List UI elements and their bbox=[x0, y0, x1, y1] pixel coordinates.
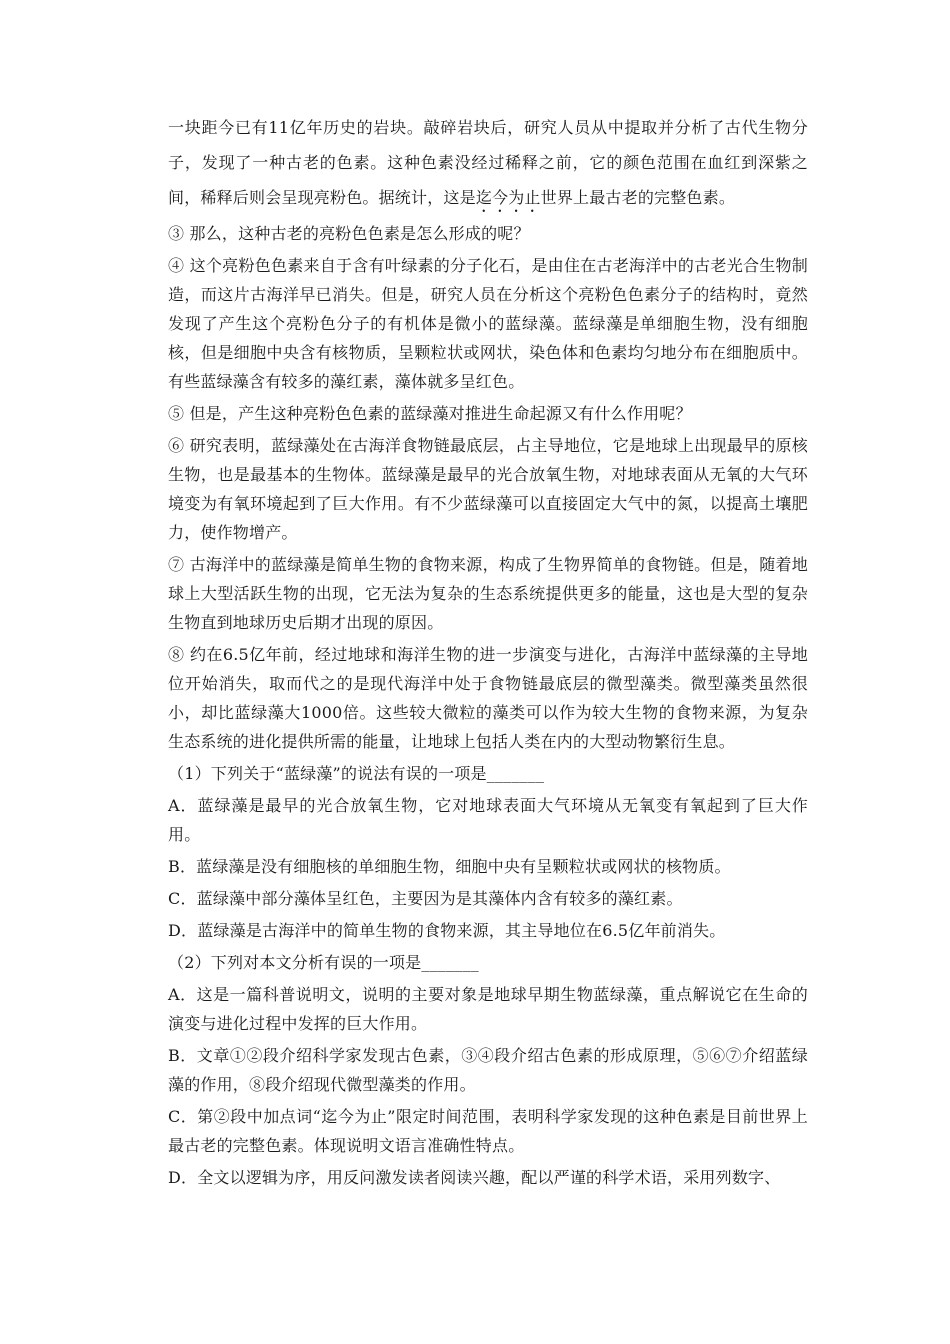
emphasized-term: 迄今为止 bbox=[475, 188, 541, 207]
paragraph-3: ③ 那么，这种古老的亮粉色色素是怎么形成的呢？ bbox=[168, 224, 530, 243]
question-1-option-d: D．蓝绿藻是古海洋中的简单生物的食物来源，其主导地位在6.5亿年前消失。 bbox=[168, 921, 726, 940]
paragraph-4: ④ 这个亮粉色色素来自于含有叶绿素的分子化石，是由住在古老海洋中的古老光合生物制造，而这片古海洋早已消失。但是，研究人员在分析这个亮粉色色素分子的结构时，竟然发现了产生这个亮粉色分子的有机体是微小的蓝绿藻。蓝绿藻是单细胞生物，没有细胞核，但是细胞中央含有核物质，呈颗粒状或网状，染色体和色素均匀地分布在细胞质中。有些蓝绿藻含有较多的藻红素，藻体就多呈红色。 bbox=[168, 256, 808, 391]
paragraph-5: ⑤ 但是，产生这种亮粉色色素的蓝绿藻对推进生命起源又有什么作用呢？ bbox=[168, 404, 692, 423]
question-1-option-c: C．蓝绿藻中部分藻体呈红色，主要因为是其藻体内含有较多的藻红素。 bbox=[168, 889, 683, 908]
paragraph-2-tail: 世界上最古老的完整色素。 bbox=[540, 188, 736, 207]
question-2-option-c: C．第②段中加点词“迄今为止”限定时间范围，表明科学家发现的这种色素是目前世界上最古老的完整色素。体现说明文语言准确性特点。 bbox=[168, 1107, 808, 1155]
paragraph-6: ⑥ 研究表明，蓝绿藻处在古海洋食物链最底层，占主导地位，它是地球上出现最早的原核生物，也是最基本的生物体。蓝绿藻是最早的光合放氧生物，对地球表面从无氧的大气环境变为有氧环境起到了巨大作用。有不少蓝绿藻可以直接固定大气中的氮，以提高土壤肥力，使作物增产。 bbox=[168, 436, 808, 542]
question-2-stem: （2）下列对本文分析有误的一项是_______ bbox=[168, 953, 479, 972]
question-1-stem: （1）下列关于“蓝绿藻”的说法有误的一项是_______ bbox=[168, 764, 545, 783]
paragraph-8: ⑧ 约在6.5亿年前，经过地球和海洋生物的进一步演变与进化，古海洋中蓝绿藻的主导地位开始消失，取而代之的是现代海洋中处于食物链最底层的微型藻类。微型藻类虽然很小，却比蓝绿藻大1000倍。这些较大微粒的藻类可以作为较大生物的食物来源，为复杂生态系统的进化提供所需的能量，让地球上包括人类在内的大型动物繁衍生息。 bbox=[168, 645, 808, 751]
paragraph-2-text: 一块距今已有11亿年历史的岩块。敲碎岩块后，研究人员从中提取并分析了古代生物分子，发现了一种古老的色素。这种色素没经过稀释之前，它的颜色范围在血红到深紫之间，稀释后则会呈现亮粉色。据统计，这是 bbox=[168, 118, 808, 207]
question-2-option-d: D．全文以逻辑为序，用反问激发读者阅读兴趣，配以严谨的科学术语，采用列数字、 bbox=[168, 1168, 781, 1187]
question-1-option-a: A．蓝绿藻是最早的光合放氧生物，它对地球表面大气环境从无氧变有氧起到了巨大作用。 bbox=[168, 796, 808, 844]
paragraph-7: ⑦ 古海洋中的蓝绿藻是简单生物的食物来源，构成了生物界简单的食物链。但是，随着地球上大型活跃生物的出现，它无法为复杂的生态系统提供更多的能量，这也是大型的复杂生物直到地球历史后期才出现的原因。 bbox=[168, 555, 808, 632]
paragraph-2 bbox=[168, 110, 808, 216]
question-2-option-b: B．文章①②段介绍科学家发现古色素，③④段介绍古色素的形成原理，⑤⑥⑦介绍蓝绿藻的作用，⑧段介绍现代微型藻类的作用。 bbox=[168, 1046, 808, 1094]
question-1-option-b: B．蓝绿藻是没有细胞核的单细胞生物，细胞中央有呈颗粒状或网状的核物质。 bbox=[168, 857, 731, 876]
document-page bbox=[168, 110, 808, 1195]
question-2-option-a: A．这是一篇科普说明文，说明的主要对象是地球早期生物蓝绿藻，重点解说它在生命的演变与进化过程中发挥的巨大作用。 bbox=[168, 985, 808, 1033]
